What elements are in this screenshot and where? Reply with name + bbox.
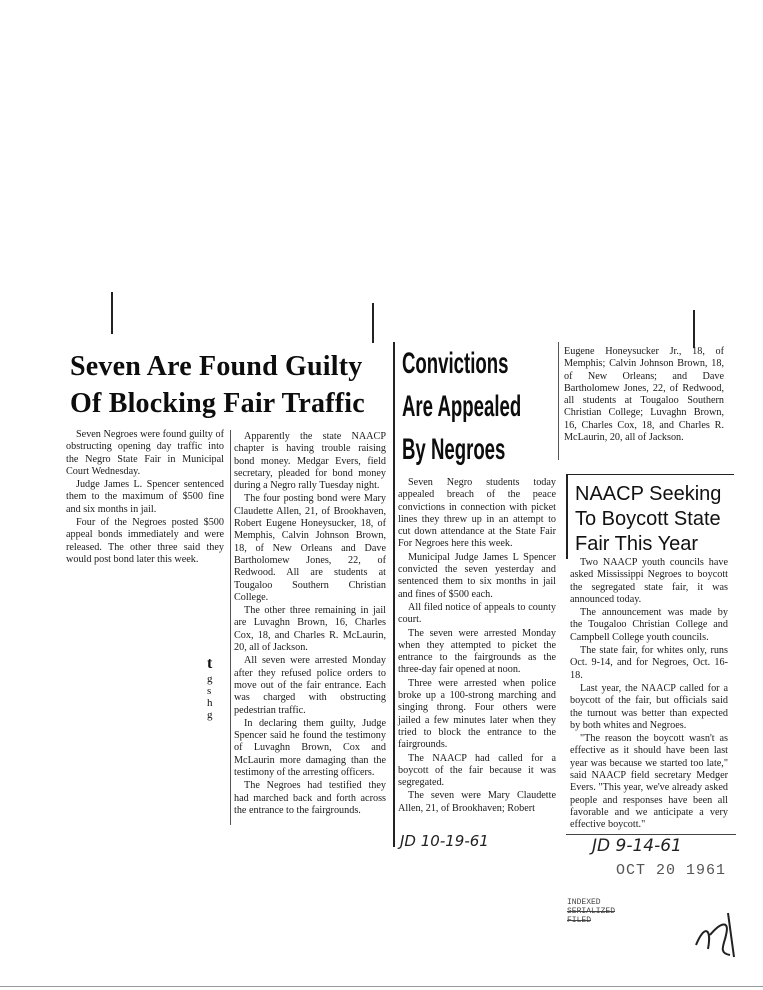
paragraph: Municipal Judge James L Spencer convicted the seven yesterday and sentenced them to six months in jail and fines of $500 each. [398,551,556,600]
paragraph: Two NAACP youth councils have asked Mississippi Negroes to boycott the segregated state fair, it was announced today. [570,557,728,605]
headline-line-1: NAACP Seeking [575,483,722,505]
scan-tick-left [111,292,113,334]
margin-letter: g [207,673,213,685]
headline-line-2: Of Blocking Fair Traffic [70,388,365,419]
paragraph: The seven were arrested Monday when they attempted to picket the entrance to the fairgrounds as the three-day fair opened at noon. [398,627,556,676]
article3-body [570,557,728,832]
paragraph: All filed notice of appeals to county court. [398,601,556,626]
scan-bottom-edge [0,986,763,987]
margin-letter: s [207,685,212,697]
article1-column-1 [66,429,224,566]
stamp-line-serialized: SERIALIZED [567,907,616,916]
paragraph: Last year, the NAACP called for a boycott of the fair, but officials said the turnout was better than expected by both whites and Negroes. [570,682,728,731]
paragraph: The NAACP had called for a boycott of the fair because it was segregated. [398,752,556,789]
paragraph: The state fair, for whites only, runs Oct. 9-14, and for Negroes, Oct. 16-18. [570,645,728,681]
handwritten-date: JD 9-14-61 [592,836,682,856]
headline-line-1: Seven Are Found Guilty [70,351,363,382]
headline-line-2: To Boycott State [575,508,721,530]
paragraph: "The reason the boycott wasn't as effective as it should have been last year was because we started too late," said NAACP field secretary Medger Evers. "This year, we've already asked people and responses have been all favorable and we anticipate a very effective boycott." [570,733,728,831]
paragraph: Three were arrested when police broke up a 100-strong marching and singing throng. Four others were jailed a few minutes later when they tried to block the entrance to the fairgrounds. [398,677,556,751]
file-status-stamp [567,898,615,925]
paragraph: The Negroes had testified they had marched back and forth across the entrance to the fairgrounds. [234,780,386,816]
paragraph: The seven were Mary Claudette Allen, 21, of Brookhaven; Robert [398,790,556,814]
continuation-rule [558,342,559,460]
column-rule [230,430,231,825]
article2-continued [564,346,724,444]
headline-line-3: By Negroes [402,433,506,466]
stamp-line-filed: FILED [567,916,592,925]
paragraph: Apparently the state NAACP chapter is having trouble raising bond money. Medgar Evers, field secretary, pleaded for bond money during a Negro rally Tuesday night. [234,431,386,492]
headline-line-2: Are Appealed [402,390,522,423]
article3-bottom-rule [566,834,736,835]
margin-letters [207,655,219,721]
article2-body [398,477,556,815]
margin-letter: h [207,697,213,709]
paragraph: Seven Negro students today appealed breach of the peace convictions in connection with picket lines they threw up in an attempt to cut down attendance at the State Fair For Negroes here this week. [398,477,556,550]
paragraph: The other three remaining in jail are Luvaghn Brown, 16, Charles Cox, 18, and Charles R. McLaurin, 20, all of Jackson. [234,605,386,654]
scan-tick-mid [372,303,374,343]
margin-letter: g [207,709,213,721]
article3-headline [575,482,721,557]
paragraph: Four of the Negroes posted $500 appeal bonds immediately and were released. The other three said they would post bond later this week. [66,517,224,565]
margin-letter: t [207,655,213,672]
paragraph: Eugene Honeysucker Jr., 18, of Memphis; Calvin Johnson Brown, 18, of New Orleans; and Dave Bartholomew Jones, 22, of Redwood, all students at Tougaloo Southern Christian College; Luvaghn Brown, 16, Charles Cox, 18, and Charles R. McLaurin, 20, all of Jackson. [564,346,724,444]
paragraph: In declaring them guilty, Judge Spencer said he found the testimony of Luvaghn Brown, Cox and McLaurin more damaging than the testimony of the arresting officers. [234,717,386,779]
paragraph: The four posting bond were Mary Claudette Allen, 21, of Brookhaven, Robert Eugene Honeysucker, 18, of Memphis, Calvin Johnson Brown, 18, of New Orleans and Dave Bartholomew Jones, 22, of Redwood. All are students at Tougaloo Southern Christian College. [234,493,386,603]
scan-tick-right [693,310,695,348]
handwritten-file-number: JD 10-19-61 [400,832,489,850]
article1-column-2 [234,431,386,817]
handwritten-initials [690,905,745,960]
received-date-stamp: OCT 20 1961 [616,862,727,879]
paragraph: All seven were arrested Monday after they refused police orders to move out of the fair entrance. Each was charged with obstructing pedestrian traffic. [234,655,386,716]
paragraph: Seven Negroes were found guilty of obstructing opening day traffic into the Negro State Fair in Municipal Court Wednesday. [66,429,224,477]
paragraph: The announcement was made by the Tougaloo Christian College and Campbell College youth councils. [570,607,728,643]
article2-left-rule [393,342,395,847]
headline-line-3: Fair This Year [575,533,699,555]
headline-line-1: Convictions [402,347,509,380]
paragraph: Judge James L. Spencer sentenced them to the maximum of $500 fine and six months in jail. [66,479,224,515]
stamp-line-indexed: INDEXED [567,898,601,907]
